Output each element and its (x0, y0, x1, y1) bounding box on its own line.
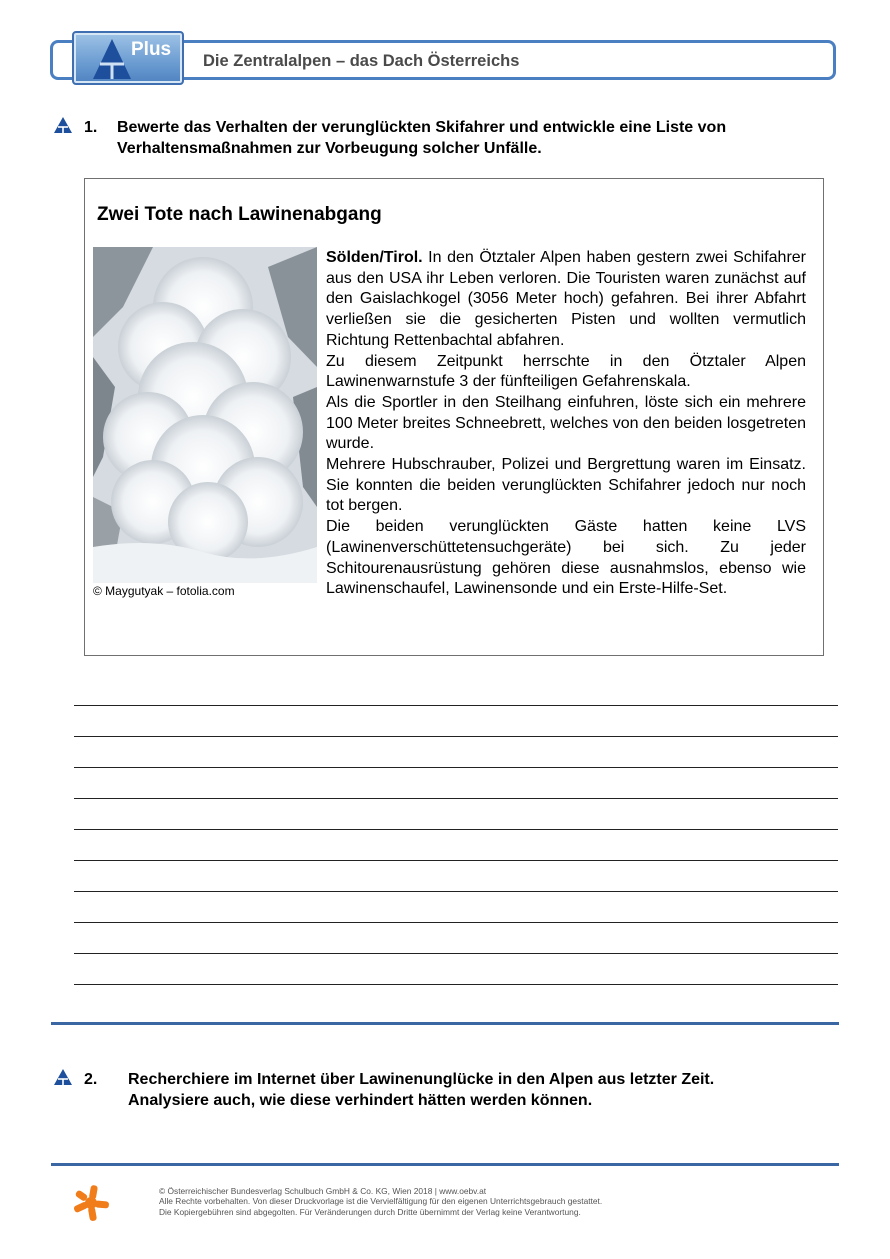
plus-logo (72, 31, 184, 85)
avalanche-photo (93, 247, 317, 583)
task-triangle-icon (53, 116, 73, 134)
answer-line[interactable] (74, 767, 838, 798)
footer-line-3: Die Kopiergebühren sind abgegolten. Für Veränderungen durch Dritte übernimmt der Verlag keine Verantwortung. (159, 1206, 581, 1217)
task-2-line-1: Recherchiere im Internet über Lawinenunglücke in den Alpen aus letzter Zeit. (128, 1071, 715, 1088)
footer-legal-text (159, 1186, 602, 1217)
article-paragraph-1-text: In den Ötztaler Alpen haben gestern zwei Schifahrer aus den USA ihr Leben verloren. Die Touristen waren zunächst auf den Gaislachkogel (3056 Meter hoch) gefahren. Bei ihrer Abfahrt verließen sie die gesicherten Pisten und wollten vermutlich Richtung Rettenbachtal abfahren. (326, 249, 806, 349)
task-2-number: 2. (84, 1071, 98, 1088)
article-paragraph-4: Mehrere Hubschrauber, Polizei und Bergrettung waren im Einsatz. Sie konnten die beiden verunglückten Schifahrer jedoch nur noch tot bergen. (326, 456, 806, 515)
publisher-logo-icon (72, 1184, 110, 1222)
answer-line[interactable] (74, 953, 838, 984)
task-1-number: 1. (84, 119, 98, 136)
answer-line[interactable] (74, 922, 838, 953)
answer-line[interactable] (74, 984, 838, 1015)
task-2-line-2: Analysiere auch, wie diese verhindert hätten werden können. (128, 1092, 593, 1109)
footer-line-2: Alle Rechte vorbehalten. Von dieser Druckvorlage ist die Vervielfältigung für den eigenen Unterrichtsgebrauch gestattet. (159, 1196, 603, 1207)
answer-line[interactable] (74, 736, 838, 767)
footer-divider (51, 1163, 839, 1166)
answer-line[interactable] (74, 705, 838, 736)
task-2-text (128, 1069, 714, 1111)
article-lead: Sölden/Tirol. (326, 249, 423, 266)
page-title: Die Zentralalpen – das Dach Österreichs (203, 52, 520, 70)
photo-credit: © Maygutyak – fotolia.com (93, 584, 235, 598)
task-1-text (117, 117, 726, 159)
section-divider (51, 1022, 839, 1025)
footer-line-1: © Österreichischer Bundesverlag Schulbuch GmbH & Co. KG, Wien 2018 | www.oebv.at (159, 1186, 487, 1196)
task-1-line-2: Verhaltensmaßnahmen zur Vorbeugung solcher Unfälle. (117, 140, 542, 157)
answer-lines (74, 705, 838, 1015)
answer-line[interactable] (74, 891, 838, 922)
article-body (326, 248, 806, 600)
article-paragraph-2: Zu diesem Zeitpunkt herrschte in den Ötztaler Alpen Lawinenwarnstufe 3 der fünfteiligen Gefahrenskala. (326, 352, 806, 391)
logo-plus-label: Plus (131, 39, 172, 60)
article-title: Zwei Tote nach Lawinenabgang (97, 204, 382, 225)
article-paragraph-1 (326, 248, 806, 352)
answer-line[interactable] (74, 860, 838, 891)
answer-line[interactable] (74, 829, 838, 860)
task-1-line-1: Bewerte das Verhalten der verunglückten Skifahrer und entwickle eine Liste von (117, 119, 727, 136)
triangle-logo-icon (91, 37, 133, 81)
article-paragraph-3: Als die Sportler in den Steilhang einfuhren, löste sich ein mehrere 100 Meter breites Schneebrett, welches von den beiden losgetreten wurde. (326, 393, 806, 453)
answer-line[interactable] (74, 798, 838, 829)
task-triangle-icon (53, 1068, 73, 1086)
article-paragraph-5: Die beiden verunglückten Gäste hatten keine LVS (Lawinenverschüttetensuchgeräte) bei sich. Zu jeder Schitourenausrüstung gehören diese ausnahmslos, ebenso wie Lawinenschaufel, Lawinensonde und ein Erste-Hilfe-Set. (326, 518, 806, 598)
